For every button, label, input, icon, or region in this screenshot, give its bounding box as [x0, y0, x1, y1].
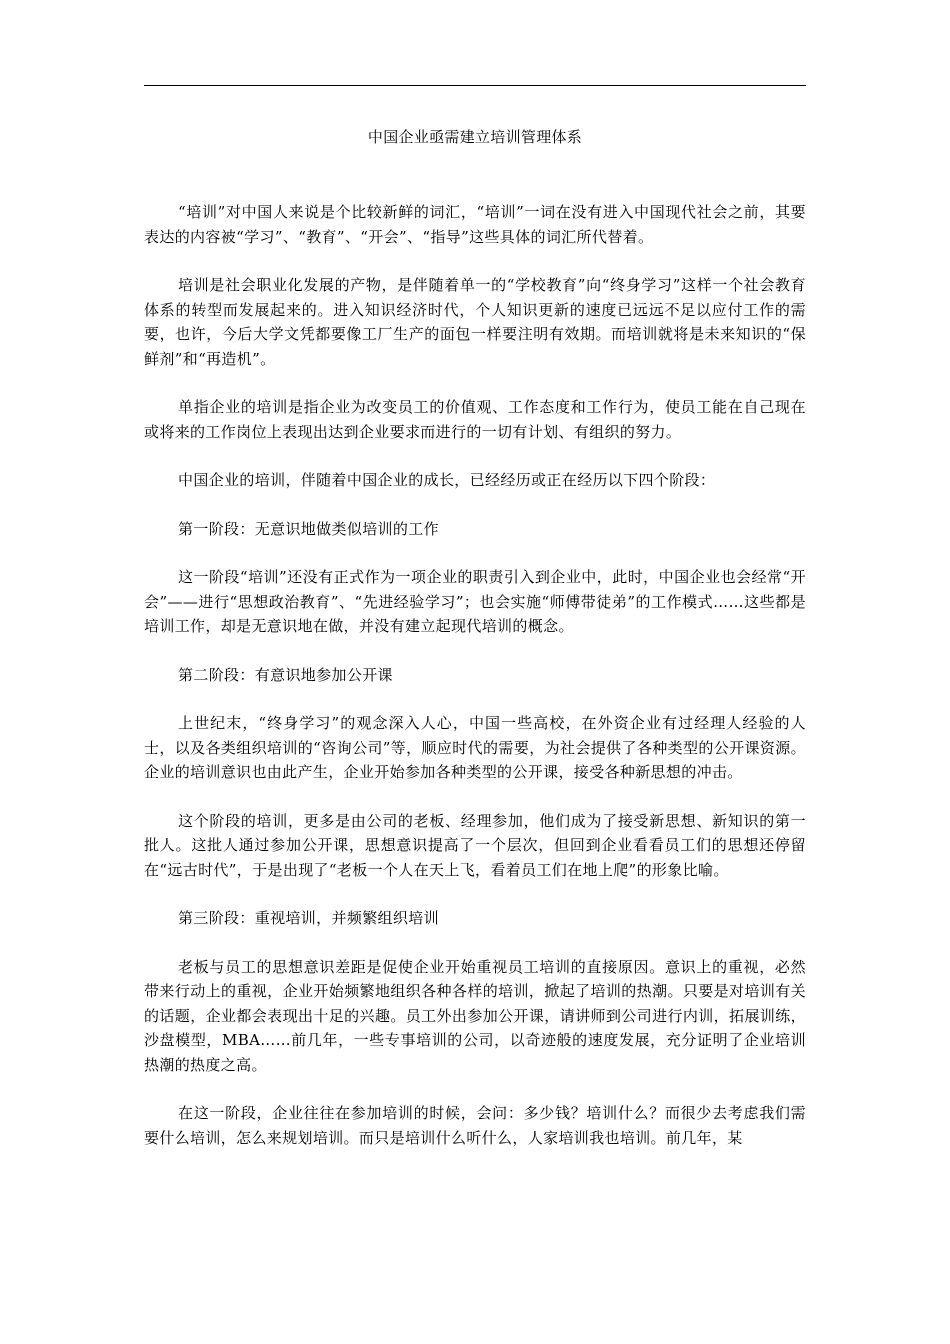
- paragraph: 在这一阶段，企业往往在参加培训的时候，会问：多少钱？培训什么？而很少去考虑我们需要什么培训，怎么来规划培训。而只是培训什么听什么，人家培训我也培训。前几年，某: [144, 1104, 806, 1147]
- paragraph: 中国企业的培训，伴随着中国企业的成长，已经经历或正在经历以下四个阶段：: [178, 471, 716, 489]
- stage-heading: 第一阶段：无意识地做类似培训的工作: [178, 519, 439, 538]
- stage-heading: 第三阶段：重视培训，并频繁组织培训: [178, 909, 439, 927]
- paragraph: 培训是社会职业化发展的产物，是伴随着单一的“学校教育”向“终身学习”这样一个社会教育体系的转型而发展起来的。进入知识经济时代，个人知识更新的速度已远远不足以应付工作的需要，也许，今后大学文凭都要像工厂生产的面包一样要注明有效期。而培训就将是未来知识的“保鲜剂”和“再造机”。: [144, 276, 806, 368]
- paragraph: 这个阶段的培训，更多是由公司的老板、经理参加，他们成为了接受新思想、新知识的第一批人。这批人通过参加公开课，思想意识提高了一个层次，但回到企业看看员工们的思想还停留在“远古时代”，于是出现了“老板一个人在天上飞，看着员工们在地上爬”的形象比喻。: [144, 811, 806, 879]
- paragraph: “培训”对中国人来说是个比较新鲜的词汇，“培训”一词在没有进入中国现代社会之前，其要表达的内容被“学习”、“教育”、“开会”、“指导”这些具体的词汇所代替着。: [144, 203, 806, 246]
- paragraph: 上世纪末，“终身学习”的观念深入人心，中国一些高校，在外资企业有过经理人经验的人士，以及各类组织培训的“咨询公司”等，顺应时代的需要，为社会提供了各种类型的公开课资源。企业的培训意识也由此产生，企业开始参加各种类型的公开课，接受各种新思想的冲击。: [144, 714, 806, 781]
- header-rule: [144, 85, 806, 86]
- document-title: 中国企业亟需建立培训管理体系: [367, 128, 583, 146]
- paragraph: 单指企业的培训是指企业为改变员工的价值观、工作态度和工作行为，使员工能在自己现在或将来的工作岗位上表现出达到企业要求而进行的一切有计划、有组织的努力。: [144, 398, 806, 441]
- document-body: [144, 200, 806, 1174]
- paragraph: 这一阶段“培训”还没有正式作为一项企业的职责引入到企业中，此时，中国企业也会经常“开会”——进行“思想政治教育”、“先进经验学习”；也会实施“师傅带徒弟”的工作模式……这些都是培训工作，却是无意识地在做，并没有建立起现代培训的概念。: [144, 568, 806, 635]
- stage-heading: 第二阶段：有意识地参加公开课: [178, 665, 393, 684]
- paragraph: 老板与员工的思想意识差距是促使企业开始重视员工培训的直接原因。意识上的重视，必然带来行动上的重视，企业开始频繁地组织各种各样的培训，掀起了培训的热潮。只要是对培训有关的话题，企业都会表现出十足的兴趣。员工外出参加公开课，请讲师到公司进行内训，拓展训练，沙盘模型，MBA……前几年，一些专事培训的公司，以奇迹般的速度发展，充分证明了企业培训热潮的热度之高。: [144, 957, 806, 1074]
